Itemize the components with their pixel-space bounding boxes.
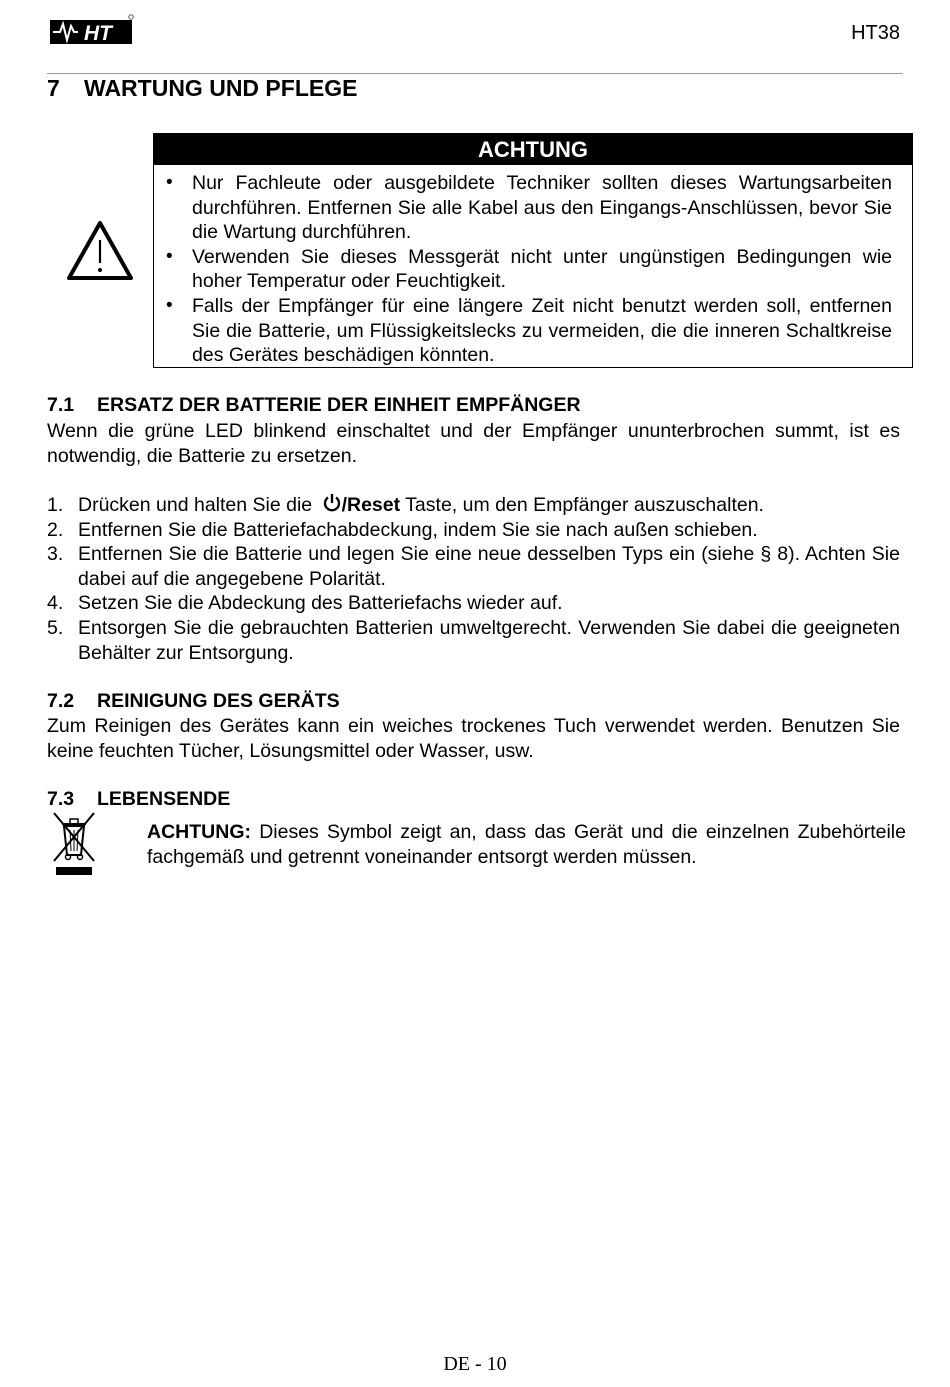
battery-intro: Wenn die grüne LED blinkend einschaltet und der Empfänger ununterbrochen summt, ist es notwendig, die Batterie zu ersetzen. [47, 420, 900, 467]
warning-heading: ACHTUNG [154, 134, 912, 165]
section-number: 7 [47, 75, 60, 101]
warning-item: • Verwenden Sie dieses Messgerät nicht unter ungünstigen Bedingungen wie hoher Temperatur oder Feuchtigkeit. [164, 245, 892, 294]
crossed-out-bin-icon [50, 811, 98, 877]
subsection-heading-7-2 [47, 690, 340, 713]
step-item [47, 518, 900, 543]
step-number: 5. [47, 616, 64, 639]
warning-list [164, 171, 892, 368]
section-heading [47, 75, 357, 102]
battery-steps [47, 493, 900, 665]
subsection-title: ERSATZ DER BATTERIE DER EINHEIT EMPFÄNGER [97, 394, 581, 416]
subsection-title: LEBENSENDE [97, 788, 231, 810]
subsection-heading-7-1 [47, 394, 581, 417]
step-text: Setzen Sie die Abdeckung des Batteriefachs wieder auf. [78, 592, 563, 615]
step-number: 3. [47, 543, 64, 566]
step-item [47, 616, 900, 665]
step-item [47, 542, 900, 591]
subsection-number: 7.2 [47, 690, 75, 712]
step-text: Entfernen Sie die Batterie und legen Sie eine neue desselben Typs ein (siehe § 8). Achten Sie dabei auf die angegebene Polarität. [78, 543, 900, 590]
warning-item: • Nur Fachleute oder ausgebildete Techniker sollten dieses Wartungsarbeiten durchführen. Entfernen Sie alle Kabel aus den Eingangs-Anschlüssen, bevor Sie die Wartung durchführen. [164, 171, 892, 245]
model-name: HT38 [851, 22, 900, 44]
step-number: 4. [47, 592, 64, 615]
section-title: WARTUNG UND PFLEGE [84, 75, 358, 101]
brand-logo [50, 14, 134, 46]
disposal-text-block [147, 820, 906, 869]
subsection-number: 7.1 [47, 394, 75, 416]
subsection-heading-7-3 [47, 788, 230, 811]
warning-box [153, 133, 913, 368]
warning-item: • Falls der Empfänger für eine längere Zeit nicht benutzt werden soll, entfernen Sie die Batterie, um Flüssigkeitslecks zu vermeiden, die die inneren Schaltkreise des Gerätes beschädigen könnten. [164, 294, 892, 368]
step-number: 1. [47, 494, 64, 516]
disposal-text: Dieses Symbol zeigt an, dass das Gerät und die einzelnen Zubehörteile fachgemäß und getrennt voneinander entsorgt werden müssen. [147, 821, 906, 868]
subsection-number: 7.3 [47, 788, 75, 810]
subsection-title: REINIGUNG DES GERÄTS [97, 690, 340, 712]
step-item [47, 493, 900, 518]
step-text-post: Taste, um den Empfänger auszuschalten. [400, 494, 764, 516]
step-text-pre: Drücken und halten Sie die [78, 494, 318, 516]
reset-key-label: /Reset [341, 494, 401, 516]
header-divider [47, 73, 903, 74]
step-text: Entsorgen Sie die gebrauchten Batterien umweltgerecht. Verwenden Sie dabei die geeigneten Behälter zur Entsorgung. [78, 616, 900, 664]
brand-text: HT [84, 22, 112, 45]
step-text: Entfernen Sie die Batteriefachabdeckung, indem Sie sie nach außen schieben. [78, 518, 758, 541]
disposal-label: ACHTUNG: [147, 821, 251, 843]
power-icon [322, 493, 342, 513]
page-number: DE - 10 [443, 1353, 507, 1375]
step-item [47, 591, 900, 616]
cleaning-text: Zum Reinigen des Gerätes kann ein weiches trockenes Tuch verwendet werden. Benutzen Sie keine feuchten Tücher, Lösungsmittel oder Wasser, usw. [47, 715, 900, 762]
step-number: 2. [47, 518, 64, 541]
warning-triangle-icon [66, 220, 134, 282]
